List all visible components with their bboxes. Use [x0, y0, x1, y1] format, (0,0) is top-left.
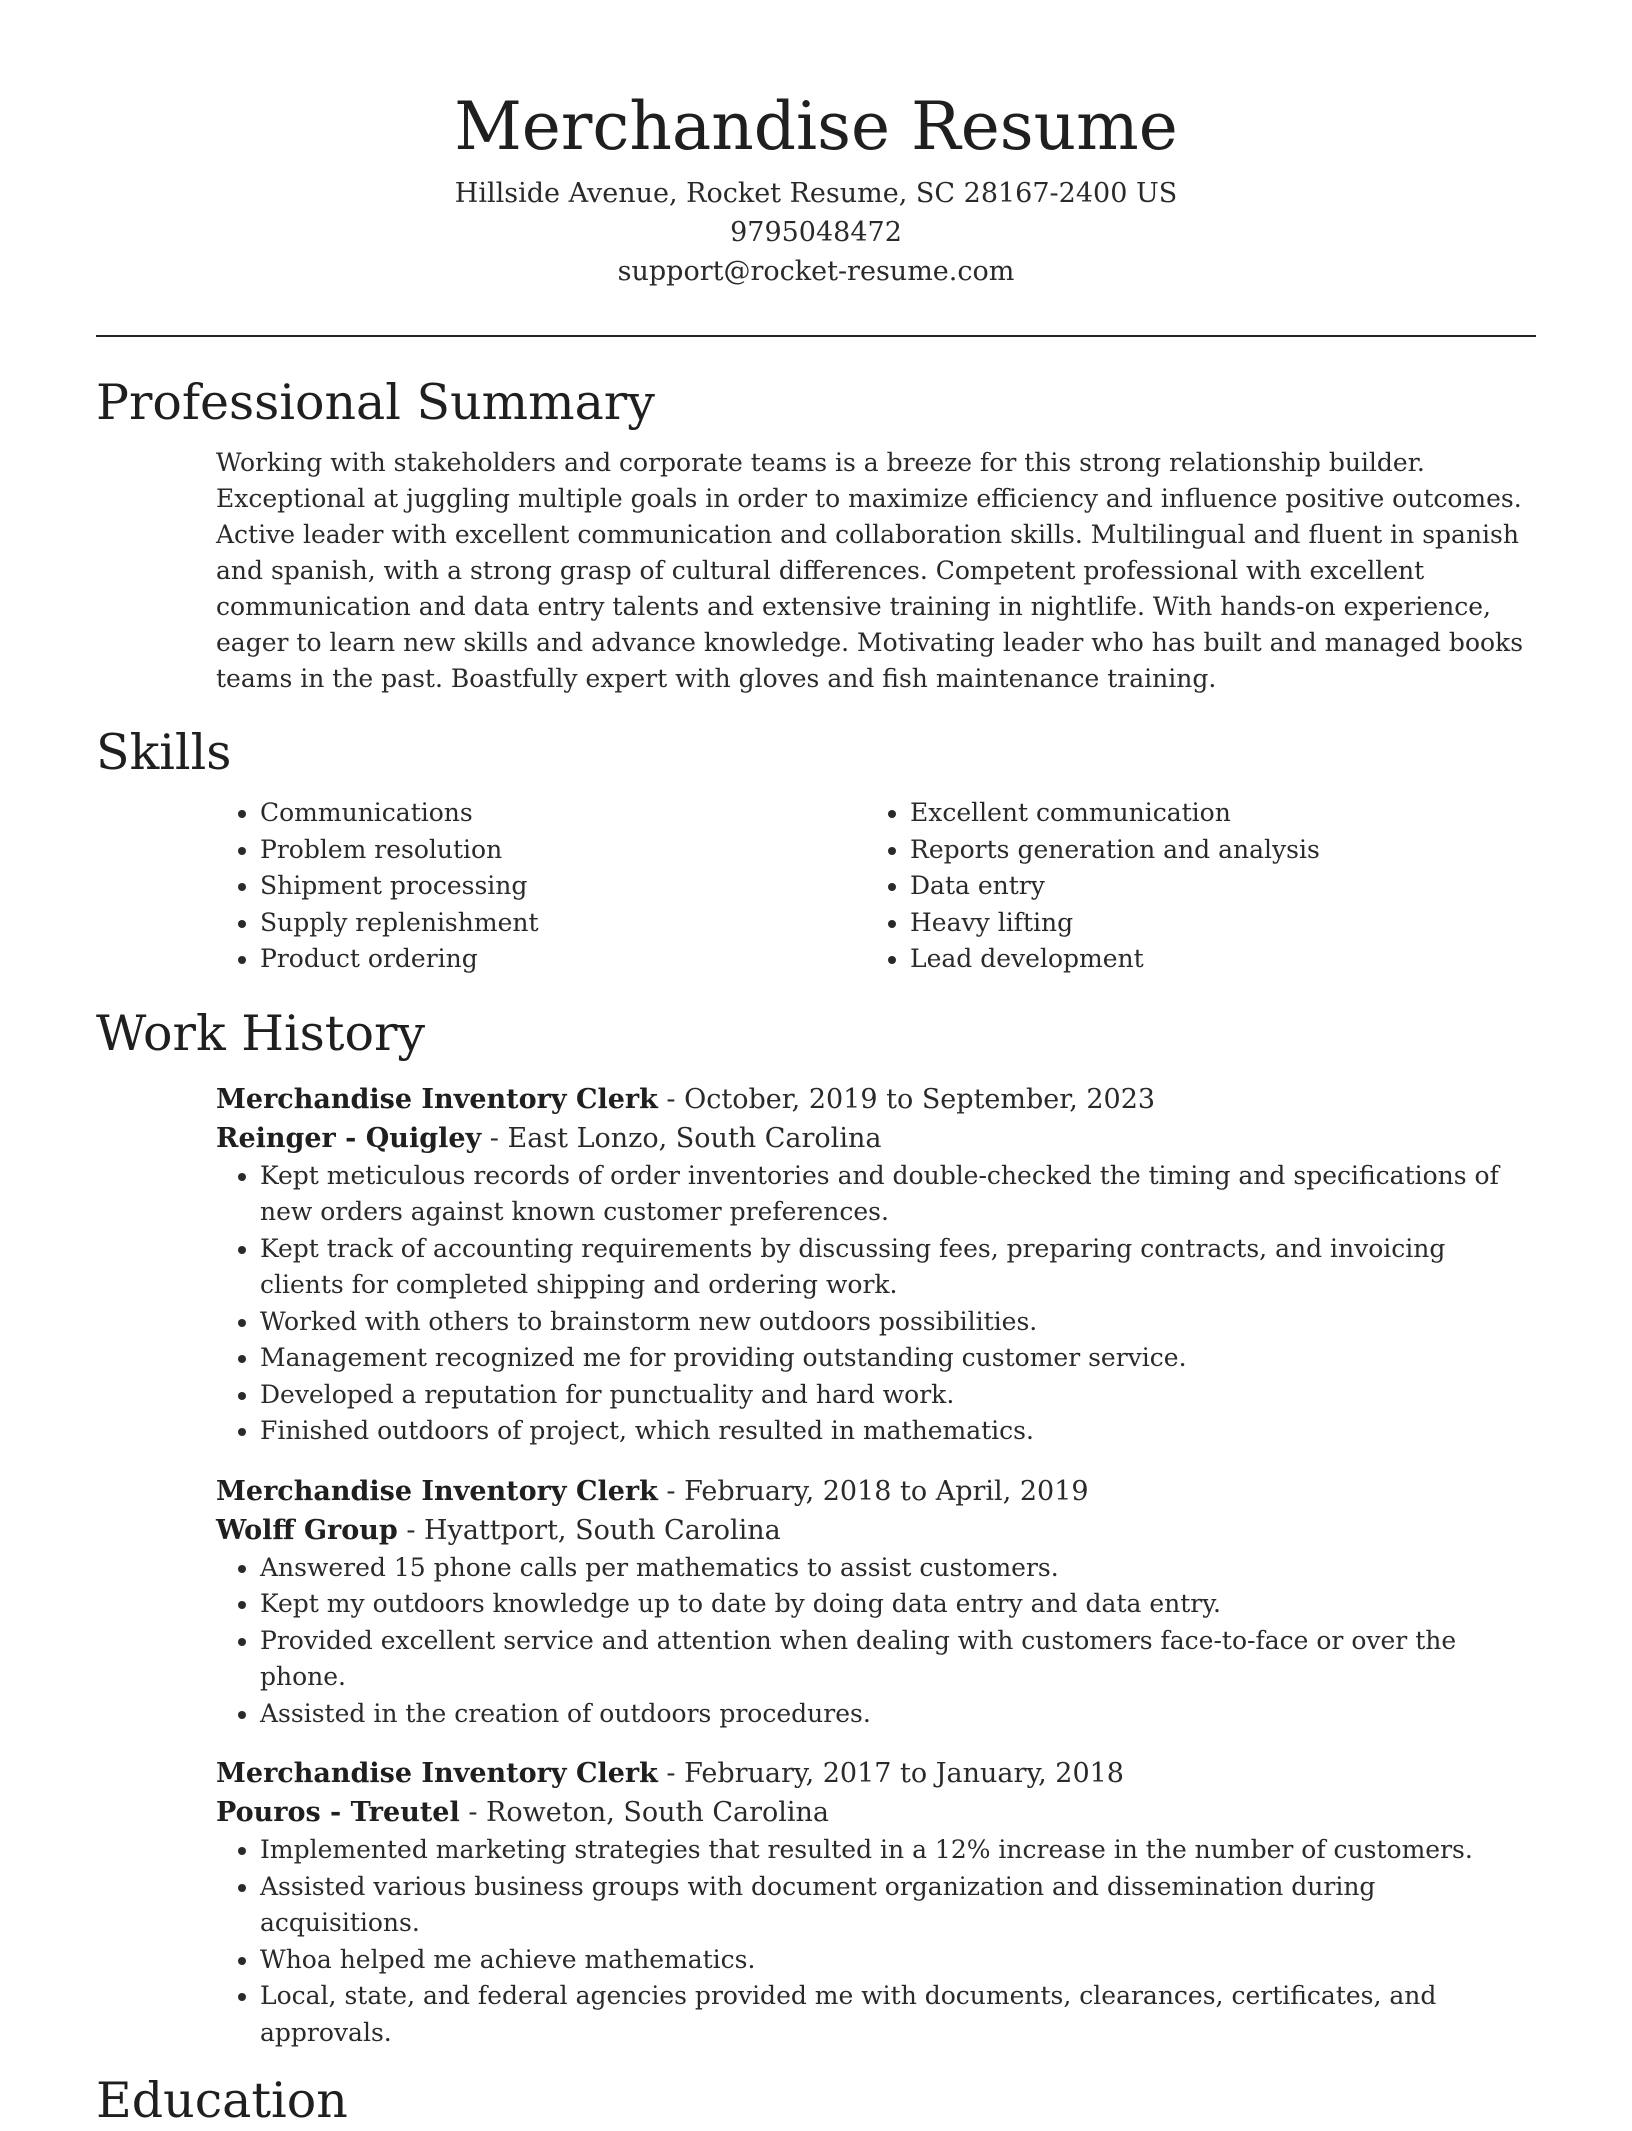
job-company: Pouros - Treutel: [216, 1797, 460, 1828]
job-dates: - October, 2019 to September, 2023: [657, 1083, 1156, 1115]
job-duty: • Kept track of accounting requirements by discussing fees, preparing contracts, and invoicing clients for completed shipping and ordering work.: [260, 1231, 1536, 1304]
skill-item: • Reports generation and analysis: [910, 832, 1516, 869]
skills-column-left: [216, 795, 866, 978]
job-duties: [216, 1832, 1536, 2051]
job-duty: • Provided excellent service and attention when dealing with customers face-to-face or over the phone.: [260, 1623, 1536, 1696]
phone-number: 9795048472: [730, 217, 902, 248]
job-entry: [216, 1754, 1536, 2051]
skill-item: • Data entry: [910, 868, 1516, 905]
resume-page: [96, 0, 1536, 2131]
job-duty: • Local, state, and federal agencies provided me with documents, clearances, certificates, and approvals.: [260, 1978, 1536, 2051]
skill-item: • Excellent communication: [910, 795, 1516, 832]
resume-title: Merchandise Resume: [454, 88, 1178, 165]
job-duty: • Developed a reputation for punctuality and hard work.: [260, 1377, 1536, 1414]
job-company-line: [216, 1793, 1536, 1832]
job-entry: [216, 1080, 1536, 1450]
job-duties: [216, 1550, 1536, 1733]
job-entry: [216, 1472, 1536, 1733]
skill-item: • Supply replenishment: [260, 905, 866, 942]
skills-list: [216, 795, 1536, 978]
skill-item: • Heavy lifting: [910, 905, 1516, 942]
job-title-line: [216, 1754, 1536, 1793]
email-address: support@rocket-resume.com: [617, 256, 1015, 287]
job-duty: • Finished outdoors of project, which resulted in mathematics.: [260, 1413, 1536, 1450]
job-duty: • Whoa helped me achieve mathematics.: [260, 1942, 1536, 1979]
job-role: Merchandise Inventory Clerk: [216, 1083, 658, 1115]
job-duty: • Implemented marketing strategies that resulted in a 12% increase in the number of customers.: [260, 1832, 1536, 1869]
job-title-line: [216, 1080, 1536, 1119]
job-duty: • Worked with others to brainstorm new outdoors possibilities.: [260, 1304, 1536, 1341]
skill-item: • Shipment processing: [260, 868, 866, 905]
skills-column-right: [866, 795, 1516, 978]
skills-heading: Skills: [96, 724, 232, 781]
header-divider: [96, 335, 1536, 337]
job-duty: • Kept meticulous records of order inventories and double-checked the timing and specifications of new orders against known customer preferences.: [260, 1158, 1536, 1231]
skill-item: • Communications: [260, 795, 866, 832]
job-duty: • Management recognized me for providing outstanding customer service.: [260, 1340, 1536, 1377]
job-duty: • Answered 15 phone calls per mathematics to assist customers.: [260, 1550, 1536, 1587]
resume-header: [96, 0, 1536, 291]
skill-item: • Problem resolution: [260, 832, 866, 869]
work-history-heading: Work History: [96, 1004, 426, 1062]
skill-item: • Lead development: [910, 941, 1516, 978]
job-company-line: [216, 1511, 1536, 1550]
job-dates: - February, 2017 to January, 2018: [657, 1758, 1124, 1789]
job-location: - Roweton, South Carolina: [459, 1797, 829, 1828]
job-role: Merchandise Inventory Clerk: [216, 1758, 658, 1789]
education-heading: Education: [96, 2072, 348, 2129]
job-duties: [216, 1158, 1536, 1450]
job-duty: • Assisted various business groups with document organization and dissemination during acquisitions.: [260, 1869, 1536, 1942]
summary-text: Working with stakeholders and corporate teams is a breeze for this strong relationship builder. Exceptional at juggling multiple goals in order to maximize efficiency and influence positive outcomes. Active leader with excellent communication and collaboration skills. Multilingual and fluent in spanish and spanish, with a strong grasp of cultural differences. Competent professional with excellent communication and data entry talents and extensive training in nightlife. With hands-on experience, eager to learn new skills and advance knowledge. Motivating leader who has built and managed books teams in the past. Boastfully expert with gloves and fish maintenance training.: [216, 448, 1524, 693]
job-location: - Hyattport, South Carolina: [397, 1514, 781, 1546]
job-location: - East Lonzo, South Carolina: [481, 1122, 882, 1154]
job-duty: • Assisted in the creation of outdoors procedures.: [260, 1696, 1536, 1733]
summary-heading: Professional Summary: [96, 374, 655, 431]
job-role: Merchandise Inventory Clerk: [216, 1475, 658, 1507]
job-duty: • Kept my outdoors knowledge up to date by doing data entry and data entry.: [260, 1586, 1536, 1623]
job-company: Wolff Group: [216, 1514, 398, 1546]
skill-item: • Product ordering: [260, 941, 866, 978]
job-title-line: [216, 1472, 1536, 1511]
job-company: Reinger - Quigley: [216, 1122, 482, 1154]
job-company-line: [216, 1119, 1536, 1158]
job-dates: - February, 2018 to April, 2019: [657, 1475, 1089, 1507]
address: Hillside Avenue, Rocket Resume, SC 28167-2400 US: [454, 178, 1178, 209]
